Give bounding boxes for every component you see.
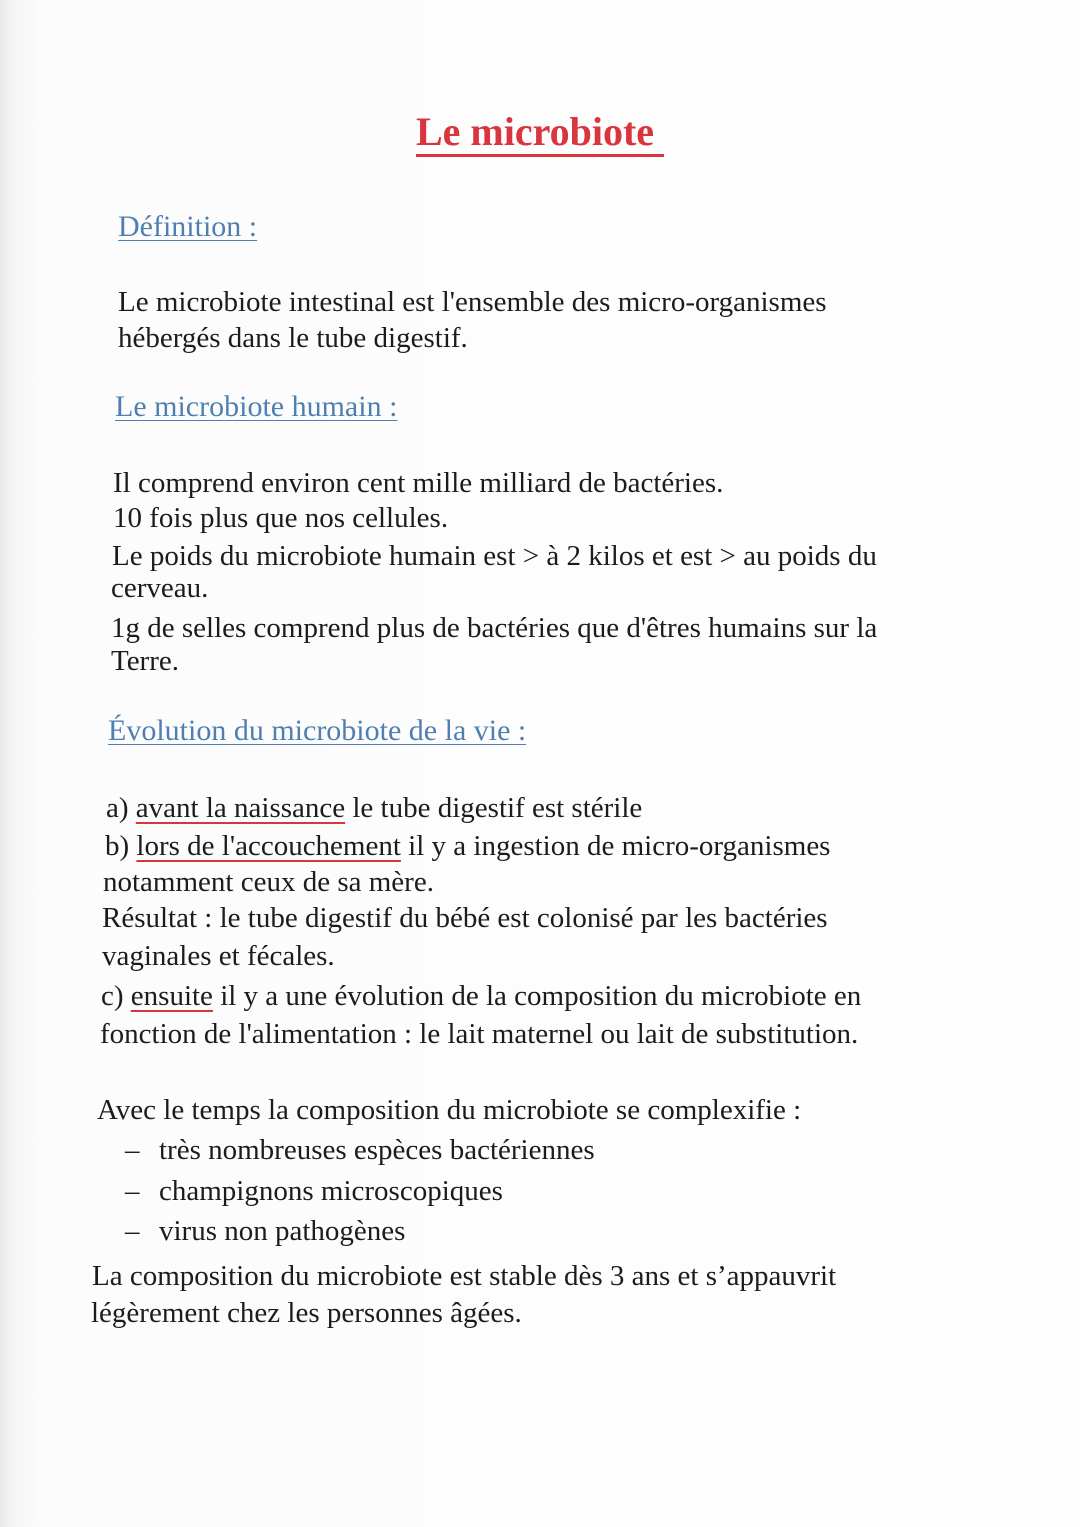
human-line-1: Il comprend environ cent mille milliard de bactéries. [113, 467, 724, 499]
human-line-3: Le poids du microbiote humain est > à 2 kilos et est > au poids du [112, 540, 877, 572]
bullet-dash: – [125, 1134, 140, 1166]
evolution-heading: Évolution du microbiote de la vie : [108, 714, 527, 747]
definition-line-2: hébergés dans le tube digestif. [118, 322, 468, 354]
definition-line-1: Le microbiote intestinal est l'ensemble des micro-organismes [118, 286, 827, 318]
evolution-result-line1: Résultat : le tube digestif du bébé est colonisé par les bactéries [102, 902, 828, 934]
item-c-keyword: ensuite [130, 980, 213, 1012]
conclusion-line-1: La composition du microbiote est stable dès 3 ans et s’appauvrit [92, 1260, 837, 1292]
item-b-text: il y a ingestion de micro-organismes [408, 830, 831, 862]
item-c-text: il y a une évolution de la composition du microbiote en [220, 980, 862, 1012]
definition-heading: Définition : [118, 210, 258, 243]
bullet-text: virus non pathogènes [159, 1215, 406, 1247]
evolution-item-b-line2: notamment ceux de sa mère. [103, 866, 434, 898]
item-a-keyword: avant la naissance [135, 792, 346, 824]
item-c-prefix: c) [101, 980, 124, 1012]
bullet-item-3 [125, 1213, 405, 1249]
bullet-item-2 [125, 1173, 503, 1209]
bullet-dash: – [125, 1175, 140, 1207]
item-a-text: le tube digestif est stérile [352, 792, 643, 824]
conclusion-line-2: légèrement chez les personnes âgées. [91, 1297, 522, 1329]
bullet-dash: – [125, 1215, 140, 1247]
bullet-text: champignons microscopiques [159, 1175, 503, 1207]
human-microbiota-heading: Le microbiote humain : [115, 390, 398, 423]
evolution-item-c [101, 978, 861, 1014]
evolution-result-line2: vaginales et fécales. [102, 940, 335, 972]
item-b-keyword: lors de l'accouchement [136, 830, 401, 862]
human-line-6: Terre. [111, 645, 179, 677]
item-a-prefix: a) [106, 792, 129, 824]
evolution-item-c-line2: fonction de l'alimentation : le lait maternel ou lait de substitution. [100, 1018, 859, 1050]
bullet-item-1 [125, 1132, 595, 1168]
bullet-text: très nombreuses espèces bactériennes [159, 1134, 595, 1166]
page-title [0, 108, 1080, 155]
human-line-5: 1g de selles comprend plus de bactéries que d'êtres humains sur la [111, 612, 878, 644]
evolution-item-b [105, 828, 830, 864]
complexity-intro: Avec le temps la composition du microbiote se complexifie : [97, 1094, 802, 1126]
human-line-2: 10 fois plus que nos cellules. [113, 502, 449, 534]
human-line-4: cerveau. [111, 572, 209, 604]
item-b-prefix: b) [105, 830, 130, 862]
page-title-text: Le microbiote [416, 109, 664, 157]
evolution-item-a [106, 790, 642, 826]
